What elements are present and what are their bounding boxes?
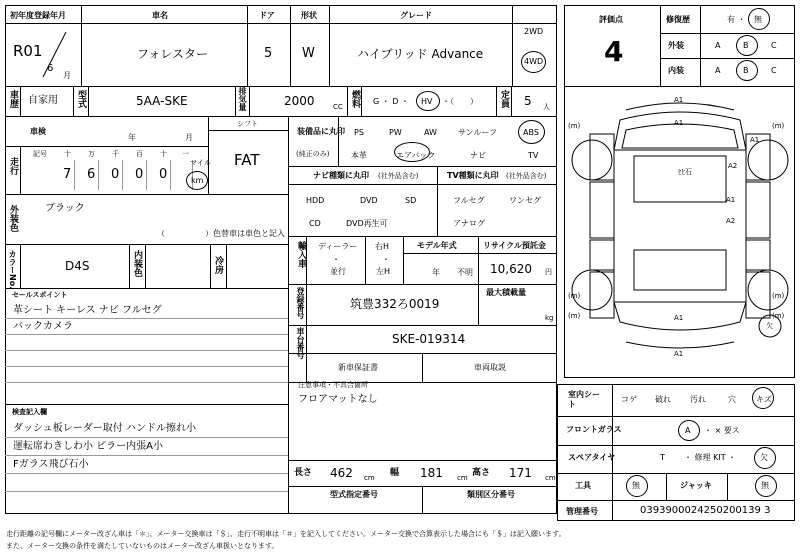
divider <box>338 116 339 166</box>
divider <box>422 353 423 382</box>
shape-value: W <box>302 46 315 61</box>
divider <box>496 86 497 116</box>
divider <box>361 86 362 116</box>
type-number-label: 型式指定番号 <box>330 490 378 499</box>
warranty-new: 新車保証書 <box>338 363 378 372</box>
inspection-note-line: 運転席わきしわ小 ピラー内張A小 <box>13 441 164 452</box>
equipment-sub: (純正のみ) <box>296 150 330 158</box>
tools-label: 工具 <box>575 481 591 490</box>
height-label: 高さ <box>472 468 491 478</box>
equipment-tv: TV <box>528 151 539 160</box>
seat-stain: 汚れ <box>690 395 706 404</box>
shift-label: シフト <box>237 120 258 128</box>
divider <box>98 160 99 190</box>
divider <box>700 5 701 86</box>
guide-line <box>5 455 288 456</box>
divider <box>235 86 236 116</box>
warranty-manual: 車両取説 <box>474 363 506 372</box>
guide-line <box>5 437 288 438</box>
seat-burn: コゲ <box>621 395 637 404</box>
divider <box>288 284 557 285</box>
grade-label: グレード <box>400 11 432 20</box>
equipment-pw: PW <box>389 128 402 137</box>
navi-dvd: DVD <box>360 196 378 205</box>
seat-hole: 穴 <box>728 395 736 404</box>
damage-mark: A1 <box>674 350 684 358</box>
fuel-label: 燃料 <box>350 90 360 108</box>
divider <box>288 116 289 514</box>
equipment-airbag: エアバック <box>396 151 436 160</box>
divider <box>288 166 557 167</box>
height-unit: cm <box>545 474 556 482</box>
divider <box>5 244 288 245</box>
windshield-value: A <box>685 426 691 435</box>
mileage-unit-label: 一 <box>182 150 189 158</box>
divider <box>306 236 307 284</box>
divider <box>557 416 795 417</box>
reg-year-label: 初年度登録年月 <box>10 11 66 20</box>
divider <box>146 160 147 190</box>
equipment-label: 装備品に丸印 <box>297 127 345 136</box>
divider <box>365 236 366 284</box>
divider <box>208 130 288 131</box>
capacity-label: 定員 <box>499 90 509 108</box>
divider <box>170 160 171 190</box>
mileage-unit-label: 万 <box>88 150 95 158</box>
length-label: 長さ <box>294 468 313 478</box>
equipment-abs: ABS <box>523 128 539 137</box>
guide-line <box>5 334 288 335</box>
missing-mark: 欠 <box>766 322 773 330</box>
divider <box>74 160 75 190</box>
capacity-unit: 人 <box>543 103 550 111</box>
navi-sub: (社外品含む) <box>378 172 419 180</box>
cc-unit: CC <box>333 103 343 111</box>
interior-label: 内装 <box>668 66 684 75</box>
interior-color-label: 内装色 <box>132 250 142 277</box>
exterior-a: A <box>715 41 721 50</box>
damage-mark: A1 <box>726 196 736 204</box>
divider <box>20 146 21 194</box>
score-value: 4 <box>604 35 624 68</box>
divider <box>5 23 557 24</box>
divider <box>210 244 211 288</box>
divider <box>666 473 667 500</box>
mileage-label: 走行 <box>8 157 18 175</box>
divider <box>403 253 557 254</box>
score-label: 評価点 <box>599 15 623 24</box>
divider <box>73 86 74 116</box>
import-right: 右H <box>375 242 390 251</box>
spare-tire-t: T <box>660 453 665 462</box>
unit-label: (m) <box>772 312 785 320</box>
door-value: 5 <box>264 46 273 61</box>
drive-2wd: 2WD <box>524 27 544 36</box>
model-value: 5AA-SKE <box>136 94 188 108</box>
divider <box>247 5 248 86</box>
jack-value: 無 <box>761 481 769 490</box>
selling-points-line: 革シート キーレス ナビ フルセグ <box>13 305 162 316</box>
damage-mark: A1 <box>674 96 684 104</box>
chassis-value: SKE-019314 <box>392 332 466 346</box>
model-year-unknown: 不明 <box>457 268 473 277</box>
mileage-unit-label: 十 <box>160 150 167 158</box>
inspection-month: 月 <box>185 133 193 142</box>
jack-label: ジャッキ <box>680 481 712 490</box>
footer-note: 走行距離の記号欄にメーター改ざん車は「＊」、メーター交換車は「＄」、走行不明車は「＃」を記入してください。メーター交換で合算表示した場合にも「＄」は記入願います。 <box>6 530 566 538</box>
exterior-b: B <box>743 41 749 50</box>
damage-mark: A2 <box>726 217 736 225</box>
shape-label: 形状 <box>301 11 317 20</box>
divider <box>511 86 512 116</box>
guide-line <box>5 382 288 383</box>
divider <box>557 473 795 474</box>
color-label: 外装色 <box>8 205 18 232</box>
spare-tire-kit: ・ 修理 KIT ・ <box>684 453 737 462</box>
fuel-other: ・（ ） <box>442 97 478 106</box>
divider <box>347 86 348 116</box>
repair-none: 無 <box>754 15 762 24</box>
windshield-label: フロントガラス <box>566 425 622 434</box>
guide-line <box>5 350 288 351</box>
length-value: 462 <box>330 466 353 480</box>
inspection-year: 年 <box>128 133 136 142</box>
navi-sd: SD <box>405 196 417 205</box>
unit-label: (m) <box>568 122 581 130</box>
color-no-label: カラーNo. <box>8 250 17 290</box>
divider <box>290 5 291 86</box>
door-label: ドア <box>259 11 275 20</box>
seat-tear: 破れ <box>655 395 671 404</box>
divider <box>288 325 557 326</box>
inspection-notes-label: 検査記入欄 <box>12 408 47 416</box>
damage-mark: A1 <box>674 314 684 322</box>
mileage-unit-label: 十 <box>64 150 71 158</box>
height-value: 171 <box>509 466 532 480</box>
tv-oneseg: ワンセグ <box>509 196 541 205</box>
mileage-digit: 0 <box>111 167 120 182</box>
color-no-value: D4S <box>65 259 90 273</box>
seat-label: 室内シート <box>568 390 600 409</box>
width-unit: cm <box>457 474 468 482</box>
selling-points-line: バックカメラ <box>13 321 73 332</box>
damage-mark: A1 <box>674 119 684 127</box>
interior-c: C <box>771 66 777 75</box>
damage-mark: A1 <box>750 136 760 144</box>
mile-label: マイル <box>190 159 211 167</box>
divider <box>5 288 288 289</box>
divider <box>437 166 438 236</box>
model-label: 型式 <box>76 90 86 108</box>
spare-tire-missing: 欠 <box>760 453 768 462</box>
divider <box>208 116 209 194</box>
equipment-leather: 本革 <box>351 151 367 160</box>
divider <box>122 160 123 190</box>
inspection-label: 車検 <box>30 127 46 136</box>
recycle-value: 10,620 <box>490 262 532 276</box>
divider <box>5 404 288 405</box>
import-dot: ・ <box>332 255 340 264</box>
equipment-ps: PS <box>354 128 364 137</box>
divider <box>478 236 479 284</box>
reg-year: R01 <box>13 42 43 60</box>
divider <box>564 86 795 87</box>
car-name: フォレスター <box>137 47 209 61</box>
divider <box>288 236 557 237</box>
divider <box>660 33 795 34</box>
class-number-label: 類別区分番号 <box>467 490 515 499</box>
divider <box>88 86 89 116</box>
divider <box>660 58 795 59</box>
length-unit: cm <box>364 474 375 482</box>
management-value: 0393900024250200139 3 <box>640 505 771 516</box>
divider <box>81 5 82 86</box>
seat-scratch: キズ <box>756 395 772 404</box>
inspection-note-line: ダッシュ板レーダー取付 ハンドル擦れ小 <box>13 423 196 434</box>
damage-mark: ﾋﾋ石 <box>678 168 692 176</box>
tv-sub: (社外品含む) <box>506 172 547 180</box>
unit-label: (m) <box>772 292 785 300</box>
notes-value: フロアマットなし <box>298 394 378 405</box>
inspection-note-line: Fガラス飛び石小 <box>13 459 89 470</box>
divider <box>5 146 208 147</box>
guide-line <box>5 473 288 474</box>
divider <box>557 500 795 501</box>
selling-points-label: セールスポイント <box>12 291 68 299</box>
equipment-sunroof: サンルーフ <box>458 128 497 137</box>
km-label: km <box>191 176 204 185</box>
tv-label: TV種類に丸印 <box>447 171 499 180</box>
guide-line <box>5 366 288 367</box>
recycle-unit: 円 <box>545 268 552 276</box>
unit-label: (m) <box>568 292 581 300</box>
tools-value: 無 <box>632 481 640 490</box>
car-name-label: 車名 <box>152 11 168 20</box>
divider <box>306 284 307 382</box>
max-load-label: 最大積載量 <box>486 288 526 297</box>
import-parallel: 並行 <box>330 267 346 276</box>
footer-note: また、メーター交換の条件を満たしていないものはメーター改ざん車扱いとなります。 <box>6 542 279 550</box>
management-label: 管理番号 <box>566 507 598 516</box>
notes-label: 注意事項・不具合箇所 <box>298 381 368 389</box>
divider <box>512 5 513 86</box>
mileage-digit: 0 <box>135 167 144 182</box>
divider <box>5 116 557 117</box>
divider <box>5 194 288 195</box>
tv-analog: アナログ <box>453 219 485 228</box>
cold-label: 冷房 <box>213 256 223 274</box>
equipment-navi: ナビ <box>470 151 486 160</box>
width-label: 幅 <box>390 468 400 478</box>
repair-label: 修復歴 <box>666 15 690 24</box>
capacity-value: 5 <box>524 94 532 108</box>
fuel-options: G ・ D ・ <box>373 97 409 106</box>
mileage-digit: 0 <box>159 167 168 182</box>
divider <box>288 460 557 461</box>
interior-a: A <box>715 66 721 75</box>
exterior-c: C <box>771 41 777 50</box>
divider <box>20 86 21 116</box>
divider <box>478 284 479 325</box>
color-value: ブラック <box>45 203 85 214</box>
guide-line <box>5 318 288 319</box>
chassis-label: 車台番号 <box>296 327 305 359</box>
mileage-digit: 6 <box>87 167 96 182</box>
import-label: 輸入車 <box>296 241 306 268</box>
divider <box>422 486 423 514</box>
model-year-label: モデル年式 <box>417 241 457 250</box>
recycle-label: リサイクル預託金 <box>483 241 546 250</box>
divider <box>20 244 21 288</box>
windshield-options: ・ × 要ス <box>704 426 740 435</box>
exterior-label: 外装 <box>668 41 684 50</box>
fuel-selected: HV <box>421 97 433 106</box>
divider <box>660 5 661 86</box>
navi-label: ナビ種類に丸印 <box>313 171 369 180</box>
divider <box>329 5 330 86</box>
damage-mark: A2 <box>728 162 738 170</box>
repair-yes: 有 ・ <box>727 15 746 24</box>
divider <box>249 86 250 116</box>
registration-value: 筑豊332ろ0019 <box>350 297 440 311</box>
car-damage-diagram <box>566 90 794 376</box>
equipment-aw: AW <box>424 128 437 137</box>
mileage-digit: 7 <box>63 167 72 182</box>
color-note: （ ）色替車は車色と記入 <box>157 229 285 238</box>
tv-fullseg: フルセグ <box>453 196 485 205</box>
shift-value: FAT <box>234 151 260 169</box>
unit-label: (m) <box>772 122 785 130</box>
import-dealer: ディーラー <box>318 242 358 251</box>
navi-cd: CD <box>309 219 321 228</box>
divider <box>557 445 795 446</box>
navi-dvd-play: DVD再生可 <box>346 219 388 228</box>
import-left: 左H <box>376 267 391 276</box>
mileage-note-label: 記号 <box>33 150 47 158</box>
divider <box>145 244 146 288</box>
import-dot: ・ <box>382 255 390 264</box>
displacement-value: 2000 <box>284 94 315 108</box>
guide-line <box>5 491 288 492</box>
divider <box>226 244 227 288</box>
drive-4wd: 4WD <box>524 57 544 66</box>
usage-label: 車歴 <box>8 90 18 108</box>
unit-label: (m) <box>568 312 581 320</box>
width-value: 181 <box>420 466 443 480</box>
max-load-unit: kg <box>545 314 554 322</box>
interior-b: B <box>743 66 749 75</box>
divider <box>403 236 404 284</box>
displacement-label: 排気量 <box>238 87 247 111</box>
reg-month: 6 <box>47 63 54 74</box>
divider <box>288 184 557 185</box>
mileage-unit-label: 千 <box>112 150 119 158</box>
registration-label: 登録番号 <box>296 287 305 319</box>
model-year-year: 年 <box>432 268 440 277</box>
mileage-unit-label: 百 <box>136 150 143 158</box>
divider <box>727 473 728 500</box>
grade-value: ハイブリッド Advance <box>357 47 484 61</box>
navi-hdd: HDD <box>306 196 325 205</box>
divider <box>129 244 130 288</box>
month-unit: 月 <box>63 71 71 80</box>
spare-tire-label: スペアタイヤ <box>568 453 616 462</box>
usage-value: 自家用 <box>28 95 58 106</box>
